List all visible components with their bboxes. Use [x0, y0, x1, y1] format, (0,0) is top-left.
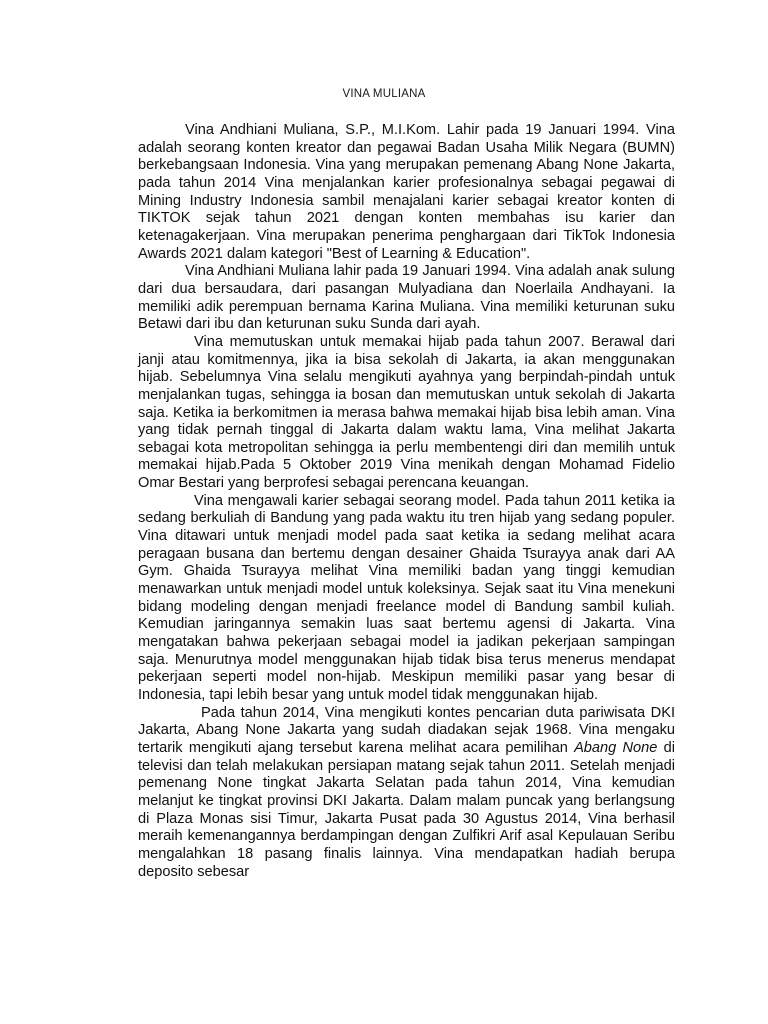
paragraph-abang-none: [138, 705, 675, 882]
paragraph-family: Vina Andhiani Muliana lahir pada 19 Januari 1994. Vina adalah anak sulung dari dua bersaudara, dari pasangan Mulyadiana dan Noerlaila Andhayani. Ia memiliki adik perempuan bernama Karina Muliana. Vina memiliki keturunan suku Betawi dari ibu dan keturunan suku Sunda dari ayah.: [138, 263, 675, 333]
paragraph-model-career: Vina mengawali karier sebagai seorang model. Pada tahun 2011 ketika ia sedang berkuliah di Bandung yang pada waktu itu tren hijab yang sedang populer. Vina ditawari untuk menjadi model pada saat ketika ia sedang melihat acara peragaan busana dan bertemu dengan desainer Ghaida Tsurayya anak dari AA Gym. Ghaida Tsurayya melihat Vina memiliki badan yang tinggi kemudian menawarkan untuk menjadi model untuk koleksinya. Sejak saat itu Vina menekuni bidang modeling dengan menjadi freelance model di Bandung sambil kuliah. Kemudian jaringannya semakin luas saat bertemu agensi di Jakarta. Vina mengatakan bahwa pekerjaan sebagai model ia jadikan pekerjaan sampingan saja. Menurutnya model menggunakan hijab tidak bisa terus menerus mendapat pekerjaan seperti model non-hijab. Meskipun memiliki pasar yang besar di Indonesia, tapi lebih besar yang untuk model tidak menggunakan hijab.: [138, 492, 675, 703]
document-title: VINA MULIANA: [342, 88, 426, 100]
paragraph-abang-none-after: di televisi dan telah melakukan persiapan matang sejak tahun 2011. Setelah menjadi pemenang None tingkat Jakarta Selatan pada tahun 2014, Vina kemudian melanjut ke tingkat provinsi DKI Jakarta. Dalam malam puncak yang berlangsung di Plaza Monas sisi Timur, Jakarta Pusat pada 30 Agustus 2014, Vina berhasil meraih kemenangannya berdampingan dengan Zulfikri Arif asal Kepulauan Seribu mengalahkan 18 pasang finalis lainnya. Vina mendapatkan hadiah berupa deposito sebesar: [138, 739, 675, 880]
paragraph-abang-none-before: Pada tahun 2014, Vina mengikuti kontes pencarian duta pariwisata DKI Jakarta, Abang None Jakarta yang sudah diadakan sejak 1968. Vina mengaku tertarik mengikuti ajang tersebut karena melihat acara pemilihan: [138, 704, 675, 756]
document-body: [138, 122, 675, 881]
paragraph-hijab: Vina memutuskan untuk memakai hijab pada tahun 2007. Berawal dari janji atau komitmennya, jika ia bisa sekolah di Jakarta, ia akan menggunakan hijab. Sebelumnya Vina selalu mengikuti ayahnya yang berpindah-pindah untuk menjalankan tugas, sehingga ia bosan dan memutuskan untuk sekolah di Jakarta saja. Ketika ia berkomitmen ia merasa bahwa memakai hijab bisa lebih aman. Vina yang tidak pernah tinggal di Jakarta dalam waktu lama, Vina melihat Jakarta sebagai kota metropolitan sehingga ia perlu membentengi diri dan memilih untuk memakai hijab.Pada 5 Oktober 2019 Vina menikah dengan Mohamad Fidelio Omar Bestari yang berprofesi sebagai perencana keuangan.: [138, 333, 675, 492]
paragraph-intro: Vina Andhiani Muliana, S.P., M.I.Kom. Lahir pada 19 Januari 1994. Vina adalah seorang konten kreator dan pegawai Badan Usaha Milik Negara (BUMN) berkebangsaan Indonesia. Vina yang merupakan pemenang Abang None Jakarta, pada tahun 2014 Vina menjalankan karier profesionalnya sebagai pegawai di Mining Industry Indonesia sambil menajalani karier sebagai kreator konten di TIKTOK sejak tahun 2021 dengan konten membahas isu karier dan ketenagakerjaan. Vina merupakan penerima penghargaan dari TikTok Indonesia Awards 2021 dalam kategori "Best of Learning & Education".: [138, 122, 675, 262]
paragraph-abang-none-italic: Abang None: [574, 739, 658, 756]
